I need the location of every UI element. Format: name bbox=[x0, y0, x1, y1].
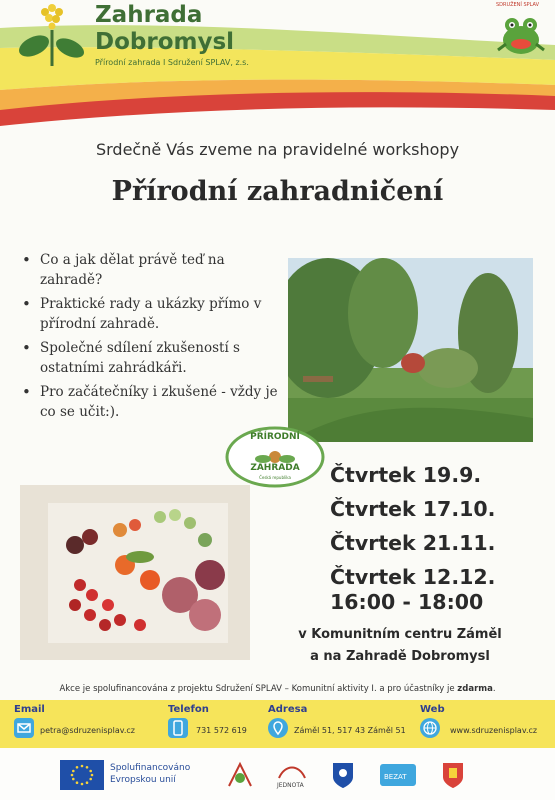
topic-list bbox=[20, 250, 280, 426]
brand-subtitle: Přírodní zahrada I Sdružení SPLAV, z.s. bbox=[95, 58, 249, 67]
funding-note bbox=[0, 684, 555, 694]
list-item: • Praktické rady a ukázky přímo v přírodní zahradě. bbox=[20, 294, 280, 334]
page-title: Přírodní zahradničení bbox=[111, 176, 444, 207]
prirodni-zahrada-badge bbox=[225, 426, 325, 488]
badge-line2: ZAHRADA bbox=[250, 463, 300, 473]
frog-icon bbox=[492, 10, 550, 58]
phone-value[interactable]: 731 572 619 bbox=[196, 726, 247, 735]
badge-line1: PŘÍRODNÍ bbox=[250, 432, 300, 442]
contact-bar bbox=[0, 700, 555, 748]
badge-line3: Česká republika bbox=[259, 475, 291, 480]
phone-icon bbox=[168, 718, 188, 738]
footer-logos bbox=[0, 748, 555, 800]
plant-logo-icon bbox=[12, 0, 92, 68]
bezat-logo-text: BEZAT bbox=[384, 773, 407, 781]
brand-title bbox=[95, 2, 234, 56]
eu-line2: Evropskou unií bbox=[110, 775, 176, 785]
splav-partner-logo bbox=[225, 760, 255, 790]
brand-title-line2: Dobromysl bbox=[95, 29, 235, 55]
list-item: • Společné sdílení zkušeností s ostatními zahrádkáři. bbox=[20, 338, 280, 378]
jednota-logo-text: JEDNOTA bbox=[277, 782, 304, 789]
workshop-time: 16:00 - 18:00 bbox=[330, 590, 484, 614]
venue-line1: v Komunitním centru Záměl bbox=[298, 627, 502, 642]
date-item: Čtvrtek 17.10. bbox=[330, 497, 496, 521]
garden-photo bbox=[288, 258, 533, 442]
location-pin-icon bbox=[268, 718, 288, 738]
splav-frog-logo bbox=[492, 2, 552, 60]
globe-icon bbox=[420, 718, 440, 738]
corner-logo-text: SDRUŽENÍ SPLAV bbox=[496, 2, 540, 8]
municipal-crest-icon bbox=[330, 760, 356, 790]
web-value[interactable]: www.sdruzenisplav.cz bbox=[450, 726, 538, 735]
funding-end: . bbox=[492, 684, 496, 694]
list-item: • Pro začátečníky i zkušené - vždy je co se učit:). bbox=[20, 382, 280, 422]
address-value: Záměl 51, 517 43 Záměl 51 bbox=[294, 726, 406, 735]
date-item: Čtvrtek 19.9. bbox=[330, 463, 482, 487]
email-value[interactable]: petra@sdruzenisplav.cz bbox=[40, 726, 135, 735]
eu-funding-text bbox=[110, 762, 190, 786]
venue-line2: a na Zahradě Dobromysl bbox=[310, 649, 490, 664]
brand-title-line1: Zahrada bbox=[95, 2, 203, 28]
town-crest-icon bbox=[440, 760, 466, 790]
bezat-logo bbox=[378, 760, 418, 790]
address-label: Adresa bbox=[268, 704, 308, 715]
venue bbox=[265, 624, 535, 668]
eu-flag-icon bbox=[60, 760, 104, 790]
email-label: Email bbox=[14, 704, 45, 715]
web-label: Web bbox=[420, 704, 445, 715]
harvest-photo bbox=[20, 485, 250, 660]
funding-emphasis: zdarma bbox=[457, 684, 493, 694]
jednota-logo bbox=[275, 760, 309, 790]
mail-icon bbox=[14, 718, 34, 738]
workshop-dates bbox=[330, 458, 540, 594]
funding-text: Akce je spolufinancována z projektu Sdružení SPLAV – Komunitní aktivity I. a pro účastníky je bbox=[59, 684, 455, 694]
list-item: • Co a jak dělat právě teď na zahradě? bbox=[20, 250, 280, 290]
intro-text: Srdečně Vás zveme na pravidelné workshopy bbox=[95, 140, 460, 159]
date-item: Čtvrtek 12.12. bbox=[330, 565, 496, 589]
date-item: Čtvrtek 21.11. bbox=[330, 531, 496, 555]
header-banner bbox=[0, 0, 555, 135]
eu-line1: Spolufinancováno bbox=[110, 763, 191, 773]
phone-label: Telefon bbox=[168, 704, 209, 715]
